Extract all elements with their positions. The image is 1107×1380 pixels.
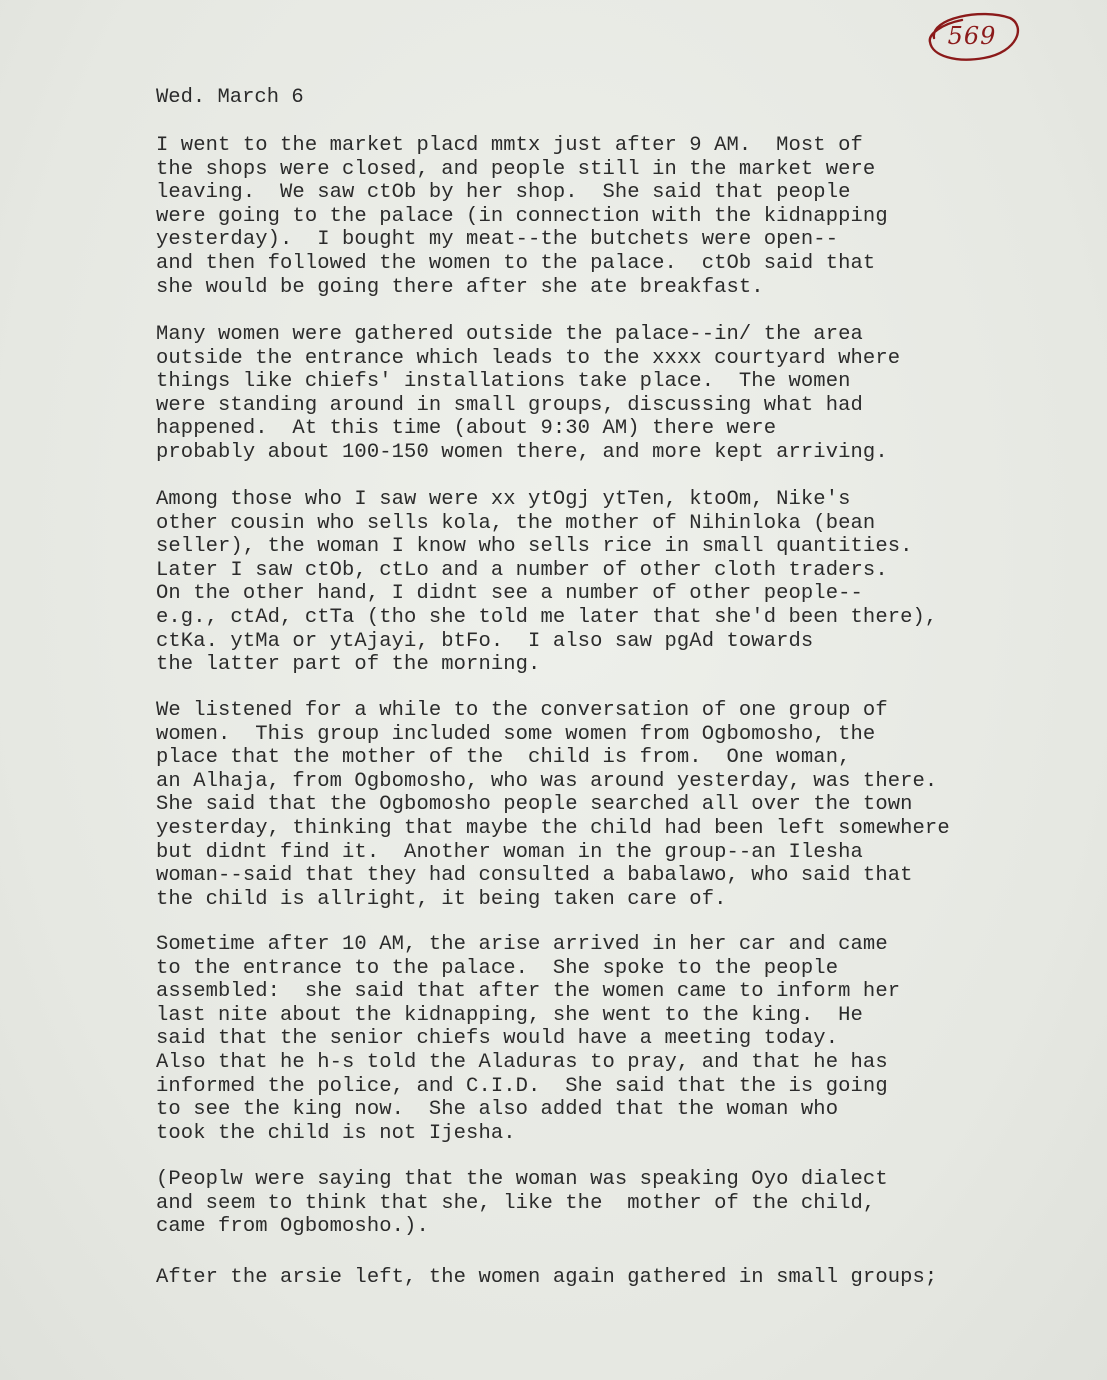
paragraph-attendees — [156, 488, 937, 677]
text-line: leaving. We saw ctOb by her shop. She said that people — [156, 181, 851, 205]
text-line: but didnt find it. Another woman in the group--an Ilesha — [156, 840, 863, 864]
page-number-text: 569 — [947, 22, 997, 50]
text-line: On the other hand, I didnt see a number of other people-- — [156, 582, 863, 606]
text-line: took the child is not Ijesha. — [156, 1121, 516, 1145]
text-line: last nite about the kidnapping, she went to the king. He — [156, 1003, 863, 1027]
text-line: seller), the woman I know who sells rice in small quantities. — [156, 535, 913, 559]
text-line: the shops were closed, and people still in the market were — [156, 157, 876, 181]
text-line: Also that he h-s told the Aladuras to pray, and that he has — [156, 1050, 888, 1074]
text-line: to the entrance to the palace. She spoke to the people — [156, 956, 839, 980]
paragraph-after-departure — [156, 1266, 937, 1290]
page-number-stamp — [922, 8, 1022, 64]
paragraph-market — [156, 134, 888, 299]
text-line: informed the police, and C.I.D. She said that the is going — [156, 1074, 888, 1098]
text-line: She said that the Ogbomosho people searched all over the town — [156, 793, 913, 817]
paragraph-arise-arrival — [156, 933, 900, 1145]
paragraph-conversation — [156, 699, 950, 911]
paragraph-dialect-note — [156, 1168, 888, 1239]
text-line: After the arsie left, the women again gathered in small groups; — [156, 1266, 938, 1289]
text-line: women. This group included some women from Ogbomosho, the — [156, 722, 876, 746]
text-line: were standing around in small groups, discussing what had — [156, 393, 863, 417]
text-line: Sometime after 10 AM, the arise arrived in her car and came — [156, 933, 888, 956]
text-line: I went to the market placd mmtx just after 9 AM. Most of — [156, 134, 863, 157]
text-line: an Alhaja, from Ogbomosho, who was around yesterday, was there. — [156, 769, 938, 793]
text-line: Later I saw ctOb, ctLo and a number of other cloth traders. — [156, 558, 888, 582]
text-line: Many women were gathered outside the palace--in/ the area — [156, 323, 863, 346]
text-line: (Peoplw were saying that the woman was speaking Oyo dialect — [156, 1168, 888, 1191]
text-line: other cousin who sells kola, the mother of Nihinloka (bean — [156, 511, 876, 535]
text-line: and seem to think that she, like the mother of the child, — [156, 1191, 876, 1215]
text-line: were going to the palace (in connection with the kidnapping — [156, 204, 888, 228]
text-line: Among those who I saw were xx ytOgj ytTen, ktoOm, Nike's — [156, 488, 851, 511]
text-line: place that the mother of the child is from. One woman, — [156, 746, 851, 770]
text-line: the latter part of the morning. — [156, 653, 541, 677]
text-line: probably about 100-150 women there, and more kept arriving. — [156, 440, 888, 464]
text-line: and then followed the women to the palace. ctOb said that — [156, 251, 876, 275]
text-line: to see the king now. She also added that the woman who — [156, 1098, 839, 1122]
text-line: said that the senior chiefs would have a meeting today. — [156, 1027, 839, 1051]
text-line: ctKa. ytMa or ytAjayi, btFo. I also saw pgAd towards — [156, 629, 814, 653]
text-line: she would be going there after she ate breakfast. — [156, 275, 764, 299]
text-line: outside the entrance which leads to the xxxx courtyard where — [156, 346, 901, 370]
paragraph-palace-gathering — [156, 323, 900, 465]
text-line: the child is allright, it being taken care of. — [156, 887, 727, 911]
text-line: yesterday, thinking that maybe the child had been left somewhere — [156, 816, 950, 840]
entry-date: Wed. March 6 — [156, 86, 304, 109]
text-line: things like chiefs' installations take place. The women — [156, 370, 851, 394]
text-line: came from Ogbomosho.). — [156, 1215, 429, 1239]
text-line: happened. At this time (about 9:30 AM) there were — [156, 417, 777, 441]
text-line: assembled: she said that after the women came to inform her — [156, 980, 901, 1004]
text-line: e.g., ctAd, ctTa (tho she told me later that she'd been there), — [156, 605, 938, 629]
text-line: yesterday). I bought my meat--the butchets were open-- — [156, 228, 839, 252]
text-line: We listened for a while to the conversation of one group of — [156, 699, 888, 722]
text-line: woman--said that they had consulted a babalawo, who said that — [156, 864, 913, 888]
